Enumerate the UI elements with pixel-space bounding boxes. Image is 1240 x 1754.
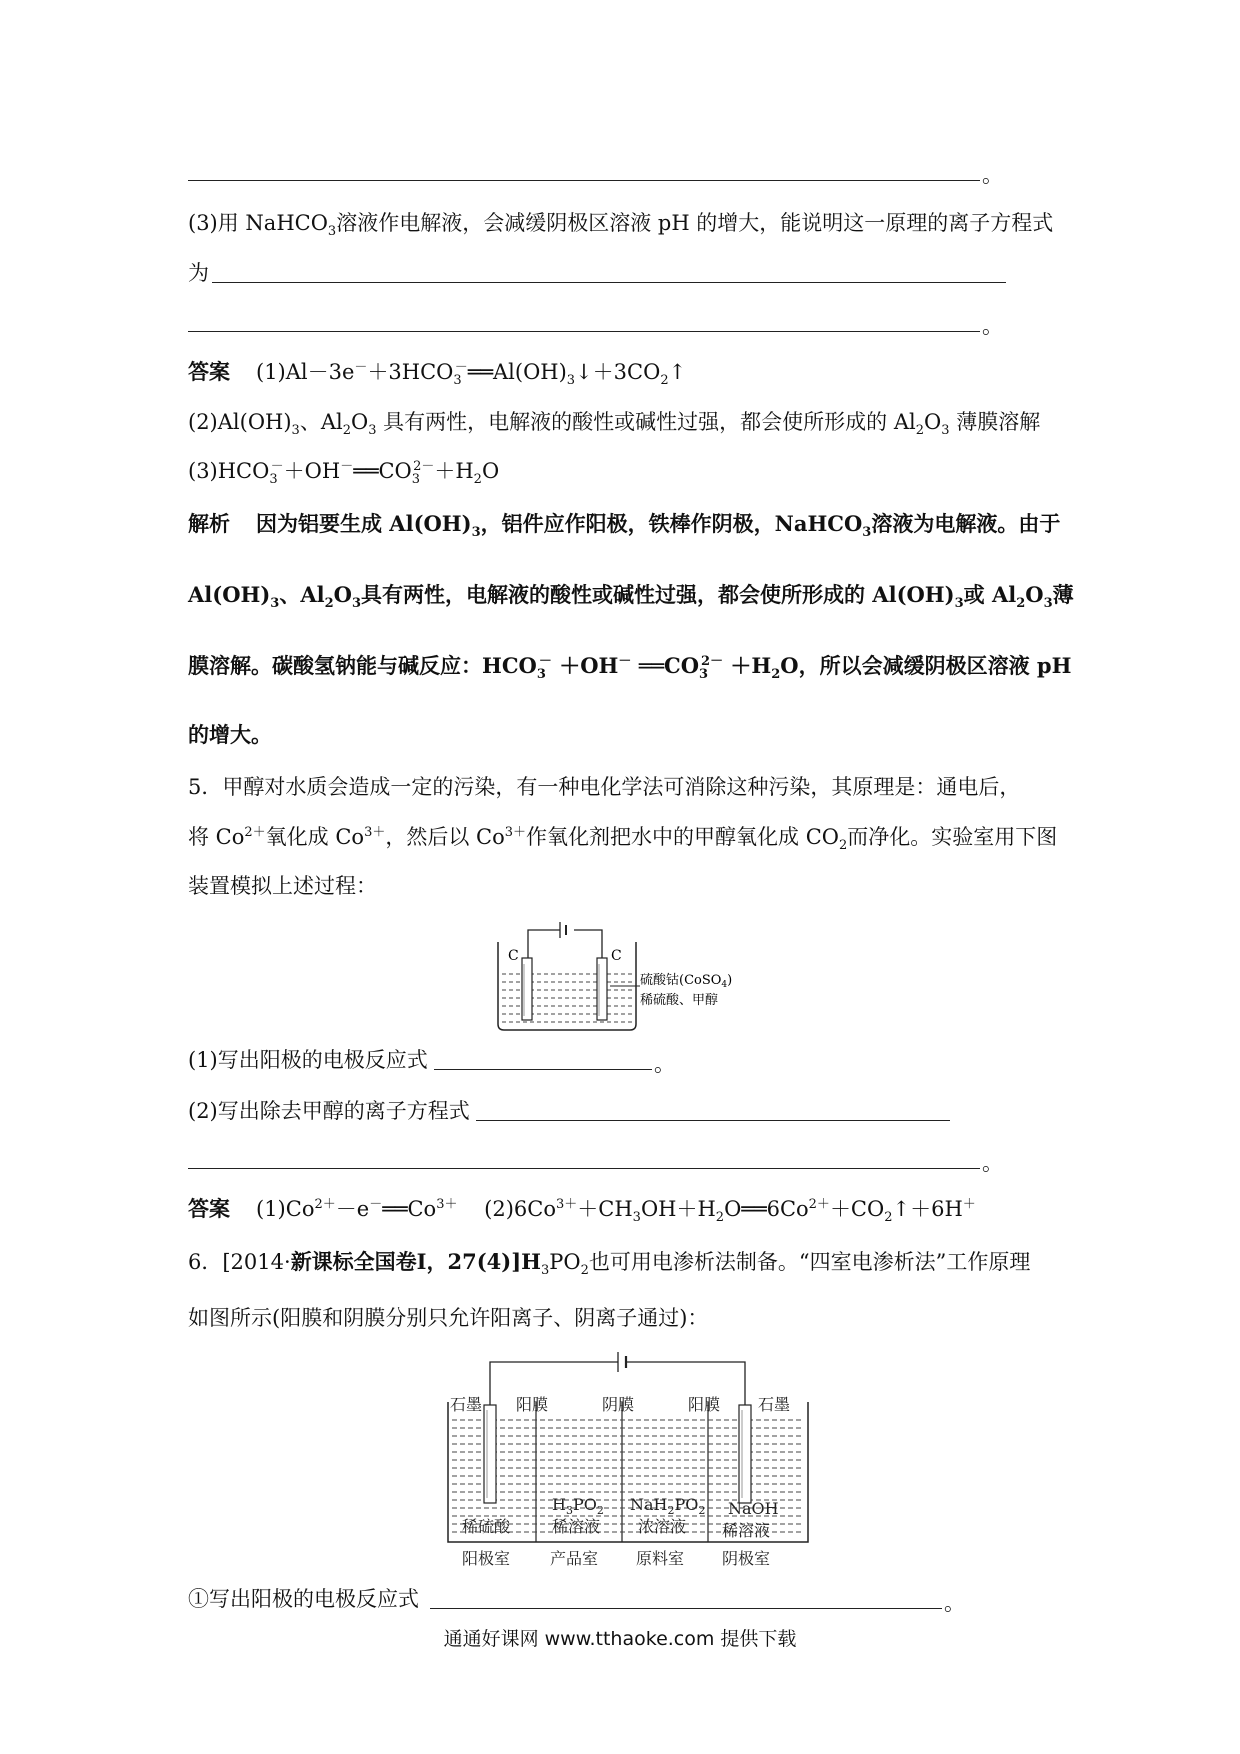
q5-part2: (2)写出除去甲醇的离子方程式 <box>188 1099 470 1123</box>
q5-part1: (1)写出阳极的电极反应式 <box>188 1048 428 1072</box>
label-graphite-left: 石墨 <box>450 1395 483 1414</box>
q4-analysis-4: 的增大。 <box>188 722 272 747</box>
answer-blank <box>188 180 980 181</box>
chamber2-text2: 稀溶液 <box>552 1517 601 1536</box>
chamber3-text2: 浓溶液 <box>638 1517 687 1536</box>
electrode-label-right: C <box>611 948 622 964</box>
period: 。 <box>944 1591 965 1615</box>
cathode-graphite <box>739 1405 751 1503</box>
label-feed-chamber: 原料室 <box>636 1549 685 1568</box>
q5-line-2: 将 $Co^{2+}$氧化成 $Co^{3+}$，然后以 $Co^{3+}$作氧化剂把水中的甲醇氧化成 $CO_2$而净化。实验室用下图 <box>188 825 1058 854</box>
label-graphite-right: 石墨 <box>758 1395 791 1414</box>
q6-part1: ①写出阳极的电极反应式 <box>188 1587 419 1611</box>
chamber2-text1: $H_3PO_2$ <box>552 1495 604 1517</box>
q4-answer-1: 答案 $(1)Al-3e^-+3HCO_3^-══Al(OH)_3↓+3CO_2↑$ <box>188 359 687 389</box>
answer-blank <box>476 1120 950 1121</box>
chamber1-text: 稀硫酸 <box>462 1517 511 1536</box>
solution-label-1: 硫酸钴(CoSO$_4$) <box>640 973 733 990</box>
q4-analysis-3: 膜溶解。碳酸氢钠能与碱反应：$HCO_3^- +OH^-$ $══CO_3^{2-} +H_2O$，所以会减缓阴极区溶液 pH <box>188 653 1072 683</box>
electrolysis-apparatus-figure <box>490 912 790 1037</box>
label-anode-chamber: 阳极室 <box>462 1549 511 1568</box>
period: 。 <box>982 1151 1003 1175</box>
q4-analysis-2: $Al(OH)_3$、$Al_2O_3$具有两性，电解液的酸性或碱性过强，都会使所形成的 $Al(OH)_3$或 $Al_2O_3$薄 <box>188 582 1074 612</box>
q4-answer-3: $(3)HCO_3^-+OH^-══CO_3^{2-}+H_2O$ <box>188 459 500 488</box>
electrode-label-left: C <box>508 948 519 964</box>
q4-part3: (3)用 NaHCO$_3$溶液作电解液，会减缓阴极区溶液 pH 的增大，能说明这一原理的离子方程式 <box>188 211 1054 240</box>
period: 。 <box>982 314 1003 338</box>
footer-watermark: 通通好课网 www.tthaoke.com 提供下载 <box>443 1628 797 1650</box>
label-cathode-chamber: 阴极室 <box>722 1549 771 1568</box>
q4-analysis-1: 解析 因为铝要生成 $Al(OH)_3$，铝件应作阳极，铁棒作阴极，NaHCO$_3$溶液为电解液。由于 <box>188 511 1061 541</box>
q5-line-3: 装置模拟上述过程： <box>188 874 377 898</box>
q4-answer-2: $(2)Al(OH)_3$、$Al_2O_3$ 具有两性，电解液的酸性或碱性过强，都会使所形成的 $Al_2O_3$ 薄膜溶解 <box>188 410 1041 439</box>
label-anion-membrane: 阴膜 <box>602 1395 635 1414</box>
q5-answer: 答案 $(1)Co^{2+}-e^-══Co^{3+}$ $(2)6Co^{3+}+CH_3OH+H_2O══6Co^{2+}+CO_2↑+6H^+$ <box>188 1196 976 1226</box>
answer-blank <box>188 1168 980 1169</box>
four-chamber-electrodialysis-figure <box>440 1350 820 1570</box>
answer-blank <box>212 282 1006 283</box>
period: 。 <box>654 1052 675 1076</box>
q5-line-1: 5．甲醇对水质会造成一定的污染，有一种电化学法可消除这种污染，其原理是：通电后， <box>188 775 1021 799</box>
label-product-chamber: 产品室 <box>550 1549 599 1568</box>
answer-blank <box>430 1608 942 1609</box>
solution-label-2: 稀硫酸、甲醇 <box>640 993 719 1008</box>
label-cation-membrane-1: 阳膜 <box>516 1395 549 1414</box>
answer-label: 答案 <box>188 359 230 384</box>
chamber3-text1: $NaH_2PO_2$ <box>630 1495 706 1517</box>
analysis-label: 解析 <box>188 511 230 536</box>
answer-blank <box>188 331 980 332</box>
q6-line-1: 6．[2014·新课标全国卷Ⅰ，$27(4)]H_3PO_2$也可用电渗析法制备。“四室电渗析法”工作原理 <box>188 1249 1031 1279</box>
chamber4-text1: NaOH <box>728 1499 779 1518</box>
q6-line-2: 如图所示(阳膜和阴膜分别只允许阳离子、阴离子通过)： <box>188 1306 709 1330</box>
q4-part3-wei: 为 <box>188 261 209 285</box>
period: 。 <box>982 163 1003 187</box>
answer-blank <box>434 1069 652 1070</box>
anode-graphite <box>484 1405 496 1503</box>
chamber4-text2: 稀溶液 <box>722 1521 771 1540</box>
label-cation-membrane-2: 阳膜 <box>688 1395 721 1414</box>
answer-label: 答案 <box>188 1196 230 1221</box>
